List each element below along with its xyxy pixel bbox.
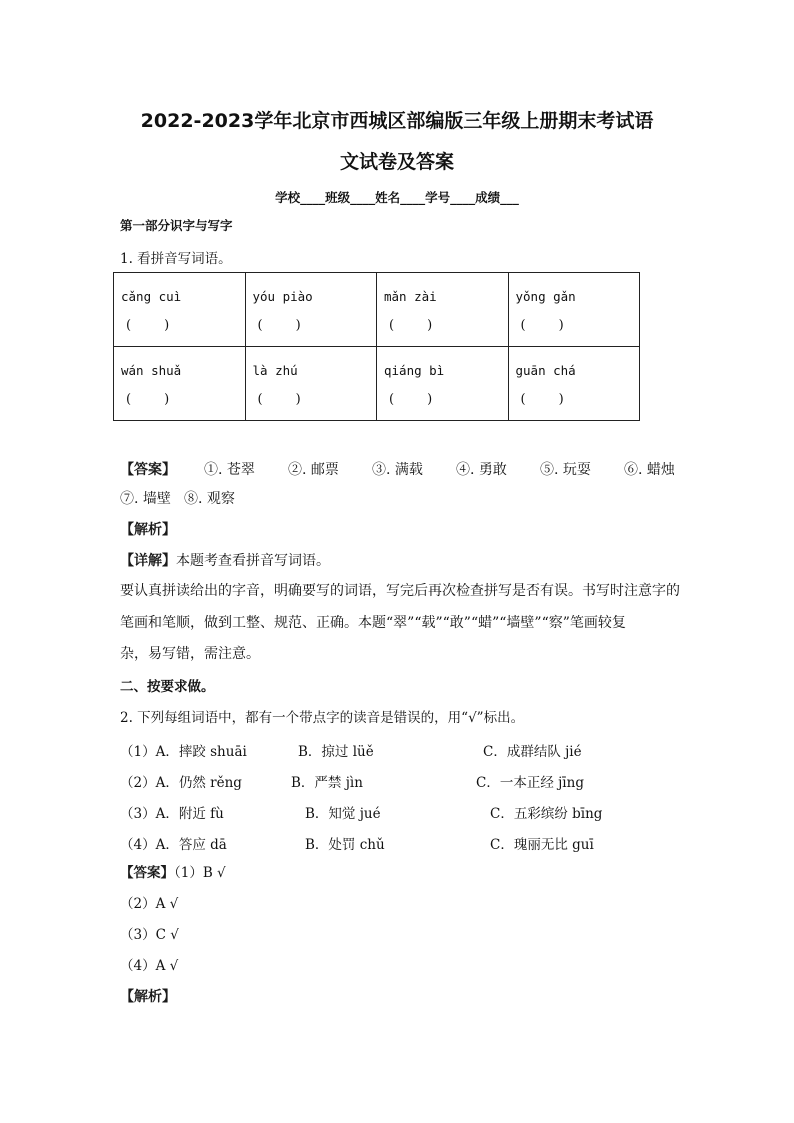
answer-item: ③. 满载 — [372, 462, 423, 478]
pinyin-text: mǎn zài — [384, 289, 437, 304]
question-1-answers-continued — [120, 490, 235, 508]
answer-item: ①. 苍翠 — [204, 462, 255, 478]
answer-tag: 【答案】 — [120, 865, 174, 881]
question-2-answer-3: （3）C √ — [120, 927, 179, 943]
pinyin-text: qiáng bì — [384, 363, 445, 378]
pinyin-text: wán shuǎ — [121, 363, 182, 378]
answer-blank: ( ) — [257, 392, 301, 407]
pinyin-cell — [508, 347, 640, 421]
answer-blank: ( ) — [257, 318, 301, 333]
answer-item: ⑧. 观察 — [184, 491, 235, 507]
option-1b: B．掠过 lüě — [298, 744, 374, 760]
detail-intro-text: 本题考查看拼音写词语。 — [176, 553, 330, 569]
answer-item: ⑤. 玩耍 — [540, 462, 591, 478]
answer-item: ⑥. 蜡烛 — [624, 462, 675, 478]
question-2-answer-1 — [120, 864, 226, 882]
option-1c: C．成群结队 jié — [483, 744, 582, 760]
option-3b: B．知觉 jué — [305, 806, 381, 822]
option-2c: C．一本正经 jīng — [476, 775, 584, 791]
pinyin-text: là zhú — [252, 363, 298, 378]
pinyin-text: yóu piào — [252, 289, 313, 304]
detail-line: 笔画和笔顺，做到工整、规范、正确。本题“翠”“载”“敢”“蜡”“墙壁”“察”笔画较复 — [120, 614, 626, 631]
pinyin-text: yǒng gǎn — [515, 289, 576, 304]
option-2a: （2）A．仍然 rěng — [120, 775, 242, 791]
pinyin-table — [113, 272, 640, 421]
pinyin-cell — [377, 273, 509, 347]
detail-tag: 【详解】 — [120, 553, 176, 569]
answer-item: （1）B √ — [174, 865, 226, 881]
detail-intro — [120, 552, 330, 570]
answer-blank: ( ) — [126, 392, 170, 407]
question-1-prompt: 1. 看拼音写词语。 — [120, 251, 232, 267]
answer-blank: ( ) — [389, 318, 433, 333]
page-title-line-2: 文试卷及答案 — [339, 151, 454, 173]
answer-item: ⑦. 墙壁 — [120, 491, 171, 507]
pinyin-cell — [508, 273, 640, 347]
question-1-answers — [120, 459, 680, 479]
option-3c: C．五彩缤纷 bīng — [490, 806, 603, 822]
pinyin-cell — [114, 273, 246, 347]
option-4a: （4）A．答应 dā — [120, 837, 227, 853]
answer-blank: ( ) — [389, 392, 433, 407]
answer-blank: ( ) — [126, 318, 170, 333]
option-4c: C．瑰丽无比 guī — [490, 837, 594, 853]
option-4b: B．处罚 chǔ — [305, 837, 385, 853]
option-1a: （1）A．摔跤 shuāi — [120, 744, 247, 760]
page-title-line-1: 2022-2023学年北京市西城区部编版三年级上册期末考试语 — [140, 110, 654, 132]
pinyin-cell — [245, 273, 377, 347]
question-2-analysis-tag: 【解析】 — [120, 989, 176, 1005]
detail-paragraph — [120, 576, 680, 671]
pinyin-text: guān chá — [515, 363, 576, 378]
option-2b: B．严禁 jìn — [291, 775, 363, 791]
option-3a: （3）A．附近 fù — [120, 806, 224, 822]
answer-blank: ( ) — [520, 392, 564, 407]
answer-tag: 【答案】 — [120, 462, 176, 478]
detail-line: 要认真拼读给出的字音，明确要写的词语，写完后再次检查拼写是否有误。书写时注意字的 — [120, 583, 680, 599]
answer-item: ②. 邮票 — [288, 462, 339, 478]
section-1-heading: 第一部分识字与写字 — [120, 218, 233, 233]
section-2-heading: 二、按要求做。 — [120, 679, 215, 695]
question-2-prompt: 2. 下列每组词语中，都有一个带点字的读音是错误的，用“√”标出。 — [120, 710, 525, 726]
pinyin-cell — [114, 347, 246, 421]
pinyin-cell — [245, 347, 377, 421]
detail-line: 杂，易写错，需注意。 — [120, 646, 260, 662]
analysis-tag: 【解析】 — [120, 522, 176, 538]
pinyin-text: cǎng cuì — [121, 289, 182, 304]
answer-blank: ( ) — [520, 318, 564, 333]
pinyin-cell — [377, 347, 509, 421]
question-2-answer-2: （2）A √ — [120, 896, 179, 912]
student-info-line: 学校____班级____姓名____学号____成绩___ — [275, 190, 519, 205]
question-2-answer-4: （4）A √ — [120, 958, 179, 974]
answer-item: ④. 勇敢 — [456, 462, 507, 478]
